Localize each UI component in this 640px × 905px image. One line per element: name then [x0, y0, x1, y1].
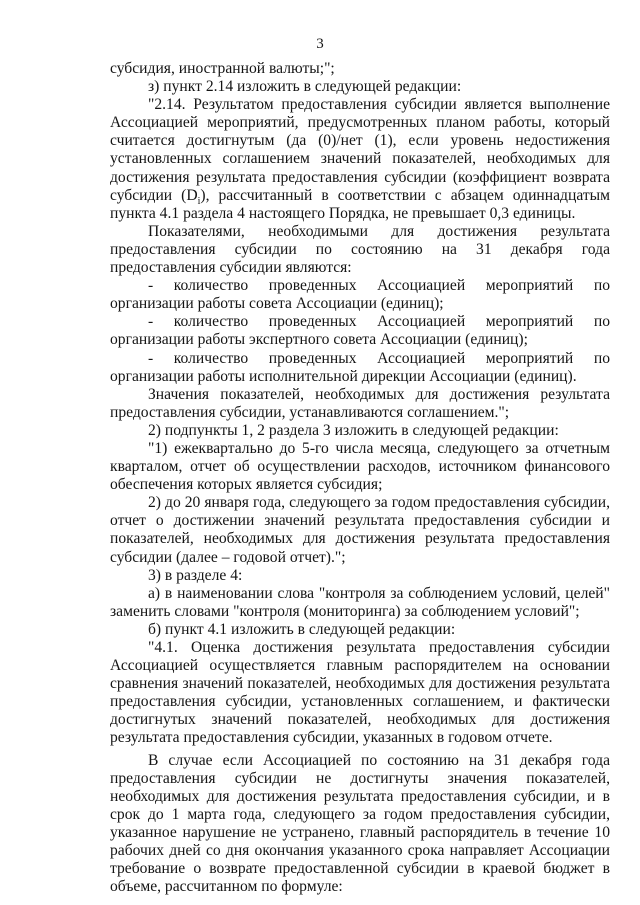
- paragraph-clause-2-14: [110, 96, 610, 223]
- list-item-council: - количество проведенных Ассоциацией мероприятий по организации работы совета Ассоциации (единиц);: [110, 277, 610, 313]
- paragraph-subitem-a: а) в наименовании слова "контроля за соблюдением условий, целей" заменить словами "контроля (мониторинга) за соблюдением условий";: [110, 584, 610, 620]
- list-item-expert-council: - количество проведенных Ассоциацией мероприятий по организации работы экспертного совета Ассоциации (единиц);: [110, 313, 610, 349]
- subscript-i: i: [197, 195, 201, 207]
- document-body: [110, 60, 610, 896]
- clause-2-14-text-b: ), рассчитанный в соответствии с абзацем одиннадцатым пункта 4.1 раздела 4 настоящего Порядка, не превышает 0,3 единицы.: [110, 186, 610, 222]
- paragraph-subitem-2: 2) до 20 января года, следующего за годом предоставления субсидии, отчет о достижении значений результата предоставления субсидии и показателей, необходимых для достижения результата предоставления субсидии (далее – годовой отчет).";: [110, 494, 610, 566]
- page-number: 3: [316, 36, 324, 52]
- paragraph-continuation: субсидия, иностранной валюты;";: [110, 60, 335, 77]
- paragraph-item-2: 2) подпункты 1, 2 раздела 3 изложить в следующей редакции:: [148, 421, 559, 439]
- paragraph-item-z: з) пункт 2.14 изложить в следующей редакции:: [148, 78, 462, 96]
- paragraph-values: Значения показателей, необходимых для достижения результата предоставления субсидии, устанавливаются соглашением.";: [110, 385, 610, 421]
- list-item-executive-directorate: - количество проведенных Ассоциацией мероприятий по организации работы исполнительной дирекции Ассоциации (единиц).: [110, 349, 610, 385]
- paragraph-indicators: Показателями, необходимыми для достижения результата предоставления субсидии по состоянию на 31 декабря года предоставления субсидии являются:: [110, 222, 610, 277]
- paragraph-subitem-b: б) пункт 4.1 изложить в следующей редакции:: [148, 620, 456, 638]
- clause-2-14-text-a: "2.14. Результатом предоставления субсидии является выполнение Ассоциацией мероприятий, предусмотренных планом работы, который считается достигнутым (да (0)/нет (1), если уровень недостижения установленных соглашением значений показателей, необходимых для достижения результата предоставления субсидии (коэффициент возврата субсидии (D: [110, 96, 610, 204]
- paragraph-subitem-1: "1) ежеквартально до 5-го числа месяца, следующего за отчетным кварталом, отчет об осуществлении расходов, источником финансового обеспечения которых является субсидия;: [110, 439, 610, 494]
- paragraph-item-3: 3) в разделе 4:: [148, 566, 243, 584]
- paragraph-clause-4-1: "4.1. Оценка достижения результата предоставления субсидии Ассоциацией осуществляется главным распорядителем на основании сравнения значений показателей, необходимых для достижения результата предоставления субсидии, установленных соглашением, и фактически достигнутых значений показателей, необходимых для достижения результата предоставления субсидии, указанных в годовом отчете.: [110, 639, 610, 747]
- paragraph-refund-case: В случае если Ассоциацией по состоянию на 31 декабря года предоставления субсидии не достигнуты значения показателей, необходимых для достижения результата предоставления субсидии, и в срок до 1 марта года, следующего за годом предоставления субсидии, указанное нарушение не устранено, главный распорядитель в течение 10 рабочих дней со дня окончания указанного срока направляет Ассоциации требование о возврате предоставленной субсидии в краевой бюджет в объеме, рассчитанном по формуле:: [110, 751, 610, 896]
